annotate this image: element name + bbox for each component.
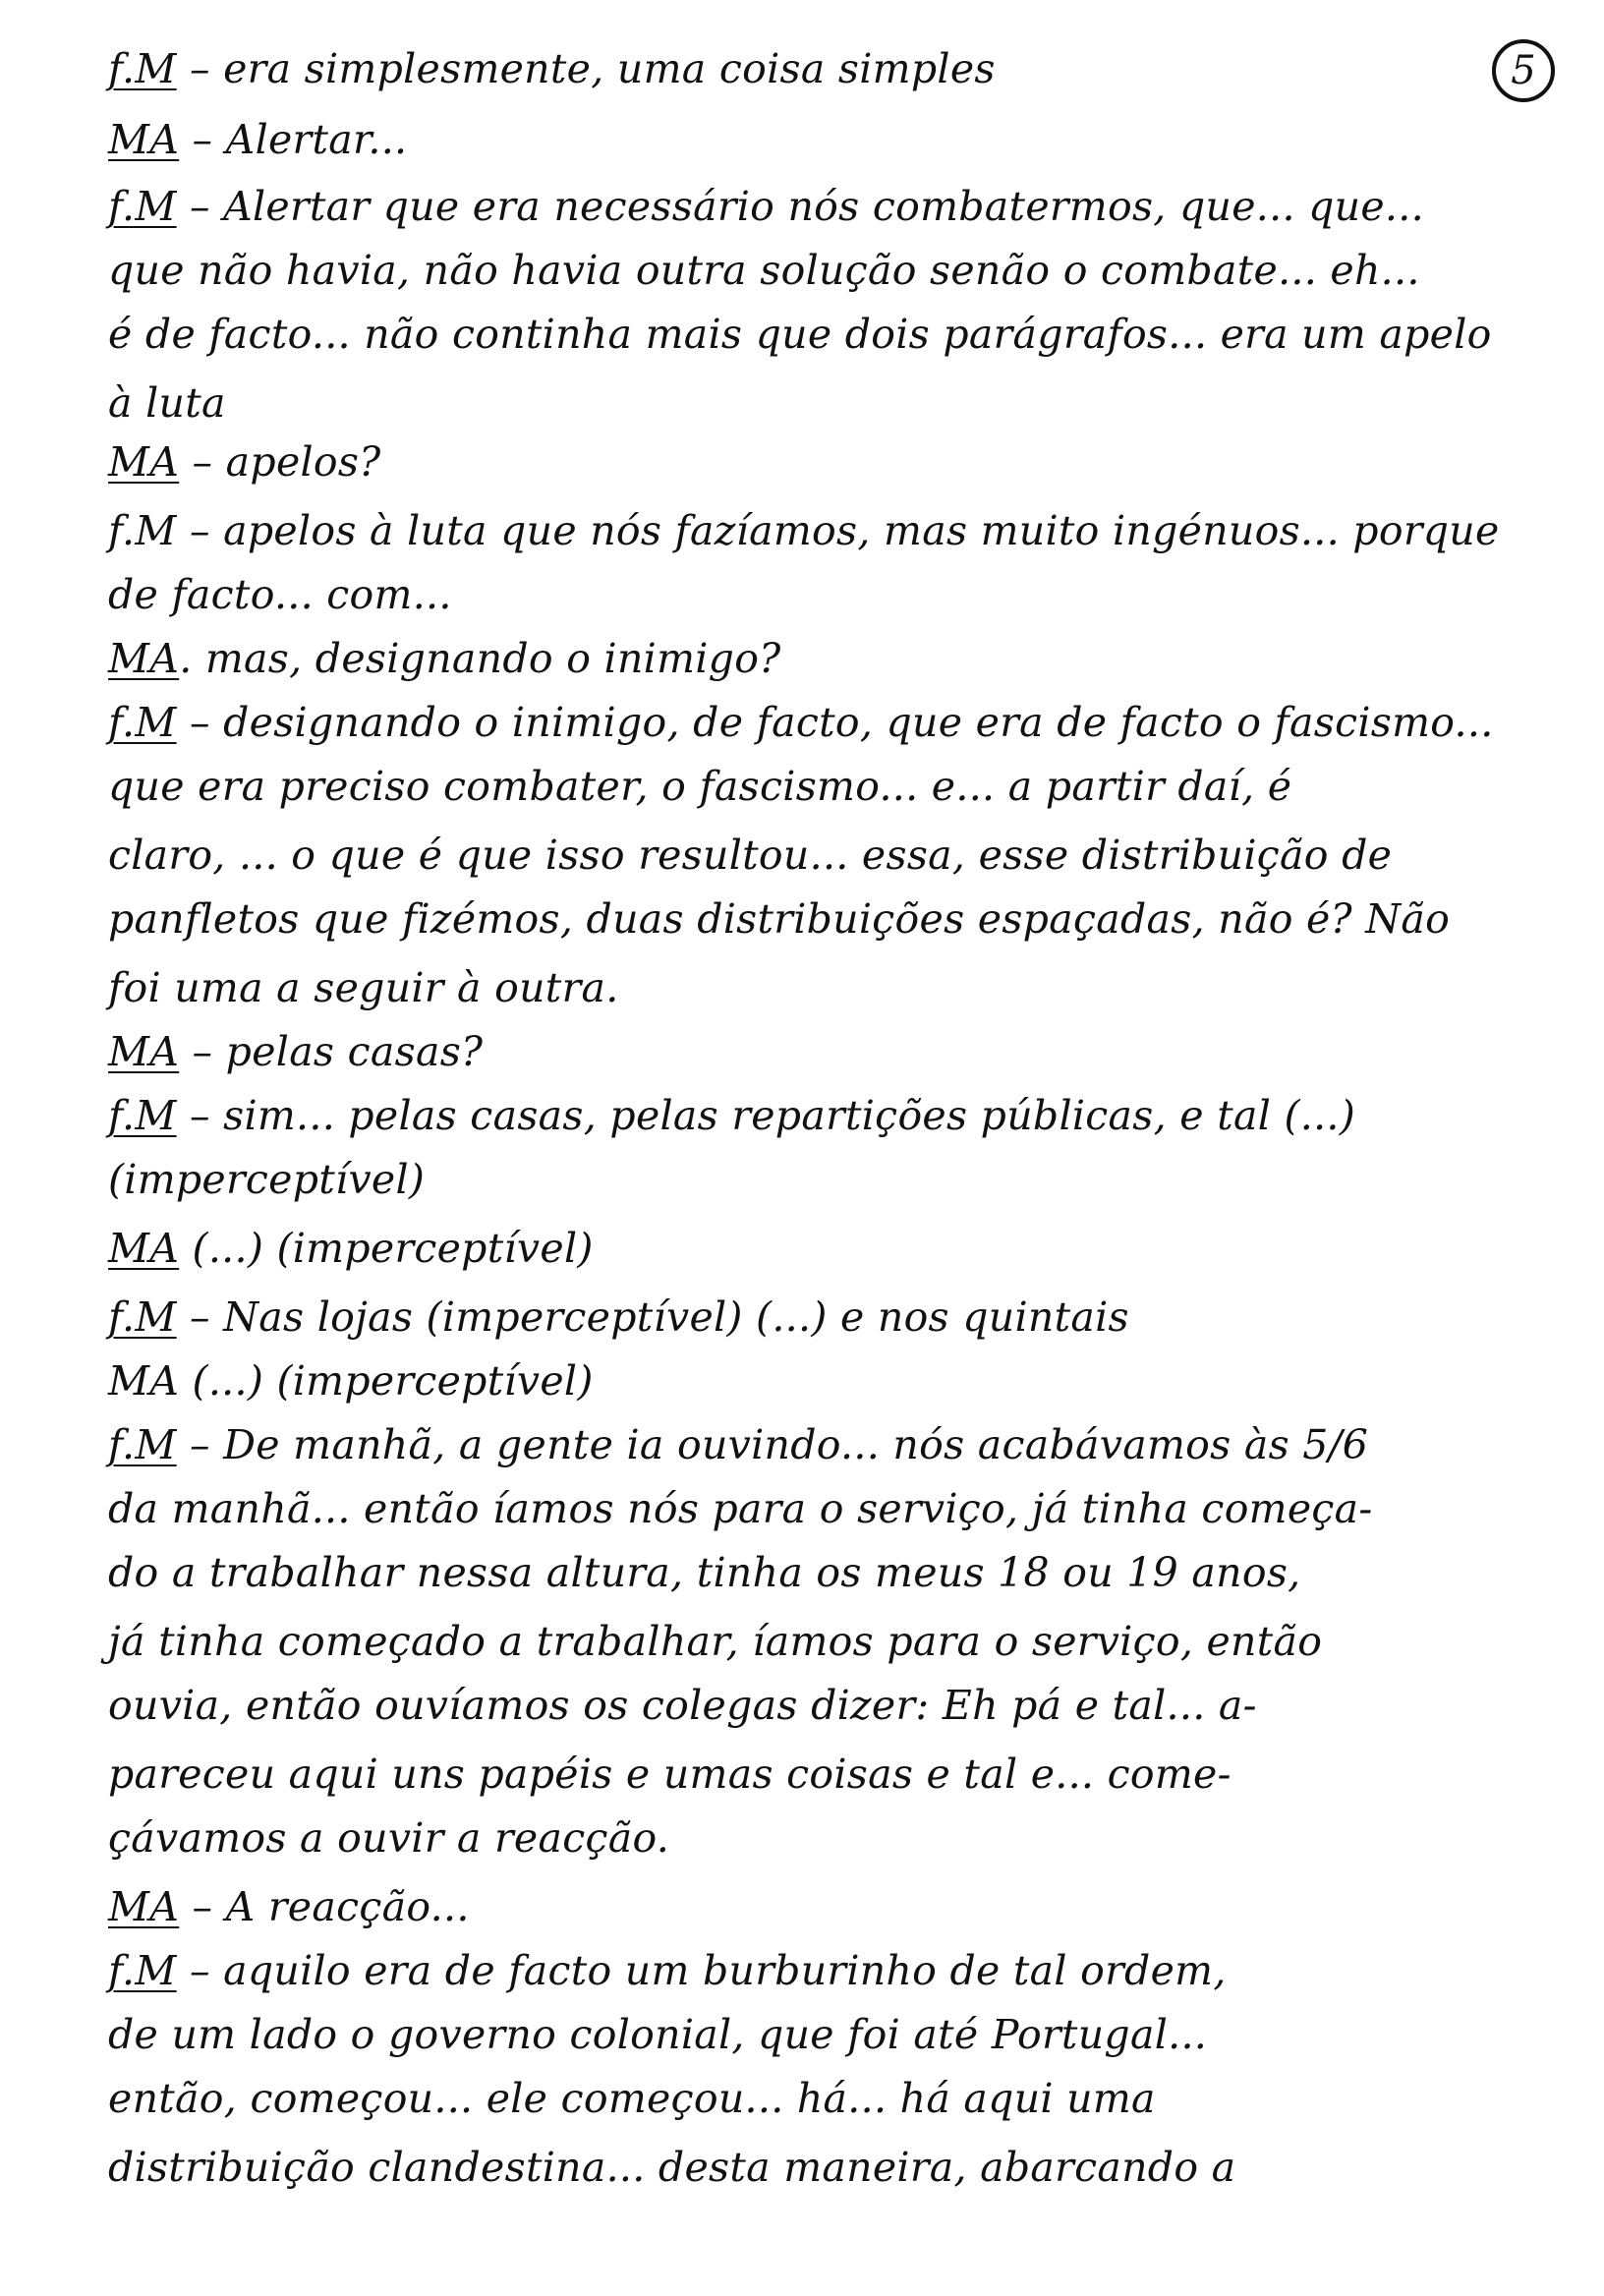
line-text: é de facto... não continha mais que dois parágrafos... era um apelo bbox=[108, 311, 1492, 358]
speaker-label: f.M bbox=[108, 1293, 177, 1341]
transcript-line bbox=[108, 757, 1592, 816]
transcript-line bbox=[108, 241, 1592, 300]
speaker-label: f.M bbox=[108, 183, 177, 230]
transcript-line bbox=[108, 39, 1592, 98]
line-text: à luta bbox=[108, 379, 226, 427]
line-text: . mas, designando o inimigo? bbox=[179, 635, 781, 682]
transcript-line bbox=[108, 1745, 1592, 1804]
transcript-line bbox=[108, 1808, 1592, 1867]
line-text: claro, ... o que é que isso resultou... essa, esse distribuição de bbox=[108, 832, 1393, 879]
line-text: que não havia, não havia outra solução senão o combate... eh... bbox=[108, 247, 1420, 294]
page-number: 5 bbox=[1492, 39, 1555, 102]
speaker-label: MA bbox=[108, 635, 180, 682]
transcript-line bbox=[108, 501, 1592, 560]
transcript-line bbox=[108, 1351, 1592, 1410]
transcript-line bbox=[108, 1150, 1592, 1209]
line-text: – sim... pelas casas, pelas repartições públicas, e tal (...) bbox=[176, 1092, 1356, 1139]
transcript-line bbox=[108, 1288, 1592, 1347]
transcript-line bbox=[108, 110, 1592, 169]
transcript-line bbox=[108, 1415, 1592, 1474]
line-text: do a trabalhar nessa altura, tinha os meus 18 ou 19 anos, bbox=[108, 1549, 1301, 1596]
transcript-line bbox=[108, 629, 1592, 688]
transcript-line bbox=[108, 693, 1592, 752]
speaker-label: MA bbox=[108, 1883, 180, 1930]
line-text: (imperceptível) bbox=[108, 1156, 426, 1203]
line-text: – designando o inimigo, de facto, que era de facto o fascismo... bbox=[176, 699, 1494, 746]
line-text: distribuição clandestina... desta maneira, abarcando a bbox=[108, 2144, 1236, 2191]
line-text: panfletos que fizémos, duas distribuições espaçadas, não é? Não bbox=[108, 895, 1451, 943]
line-text: de facto... com... bbox=[108, 571, 452, 618]
line-text: – pelas casas? bbox=[179, 1028, 484, 1075]
line-text: da manhã... então íamos nós para o serviço, já tinha começa- bbox=[108, 1485, 1373, 1532]
speaker-label: f.M bbox=[108, 1947, 177, 1994]
transcript-line bbox=[108, 826, 1592, 885]
transcript-line bbox=[108, 890, 1592, 948]
transcript-line bbox=[108, 177, 1592, 236]
line-text: – De manhã, a gente ia ouvindo... nós acabávamos às 5/6 bbox=[176, 1421, 1369, 1468]
transcript-line bbox=[108, 1612, 1592, 1671]
transcript-line bbox=[108, 1219, 1592, 1278]
transcript-line bbox=[108, 2005, 1592, 2064]
transcript-line bbox=[108, 2138, 1592, 2197]
transcript-line bbox=[108, 1877, 1592, 1936]
line-text: f.M – apelos à luta que nós fazíamos, mas muito ingénuos... porque bbox=[108, 507, 1500, 554]
transcript-line bbox=[108, 1676, 1592, 1735]
speaker-label: MA bbox=[108, 1225, 180, 1272]
transcript-line bbox=[108, 2069, 1592, 2128]
line-text: pareceu aqui uns papéis e umas coisas e tal e... come- bbox=[108, 1751, 1232, 1798]
line-text: (...) (imperceptível) bbox=[179, 1225, 594, 1272]
speaker-label: f.M bbox=[108, 1092, 177, 1139]
line-text: de um lado o governo colonial, que foi até Portugal... bbox=[108, 2011, 1208, 2058]
line-text: – Alertar que era necessário nós combatermos, que... que... bbox=[176, 183, 1424, 230]
line-text: – Nas lojas (imperceptível) (...) e nos quintais bbox=[176, 1293, 1129, 1341]
speaker-label: f.M bbox=[108, 699, 177, 746]
line-text: – Alertar... bbox=[179, 116, 408, 163]
line-text: então, começou... ele começou... há... há aqui uma bbox=[108, 2075, 1156, 2122]
speaker-label: f.M bbox=[108, 1421, 177, 1468]
transcript-line bbox=[108, 565, 1592, 624]
line-text: MA (...) (imperceptível) bbox=[108, 1357, 594, 1405]
transcript-line bbox=[108, 1022, 1592, 1081]
transcript-line bbox=[108, 373, 1592, 432]
transcript-line bbox=[108, 958, 1592, 1017]
line-text: – apelos? bbox=[179, 438, 381, 486]
line-text: – era simplesmente, uma coisa simples bbox=[176, 45, 996, 92]
transcript-line bbox=[108, 305, 1592, 364]
line-text: – A reacção... bbox=[179, 1883, 470, 1930]
transcript-line bbox=[108, 1479, 1592, 1538]
line-text: ouvia, então ouvíamos os colegas dizer: Eh pá e tal... a- bbox=[108, 1682, 1257, 1729]
transcript-line bbox=[108, 1941, 1592, 2000]
line-text: çávamos a ouvir a reacção. bbox=[108, 1814, 670, 1862]
speaker-label: MA bbox=[108, 1028, 180, 1075]
speaker-label: MA bbox=[108, 116, 180, 163]
transcript-line bbox=[108, 1086, 1592, 1145]
line-text: – aquilo era de facto um burburinho de tal ordem, bbox=[176, 1947, 1227, 1994]
speaker-label: f.M bbox=[108, 45, 177, 92]
transcript-line bbox=[108, 1543, 1592, 1602]
line-text: foi uma a seguir à outra. bbox=[108, 964, 619, 1011]
line-text: que era preciso combater, o fascismo... e... a partir daí, é bbox=[108, 763, 1292, 810]
transcript-line bbox=[108, 432, 1592, 491]
line-text: já tinha começado a trabalhar, íamos para o serviço, então bbox=[108, 1618, 1323, 1665]
speaker-label: MA bbox=[108, 438, 180, 486]
